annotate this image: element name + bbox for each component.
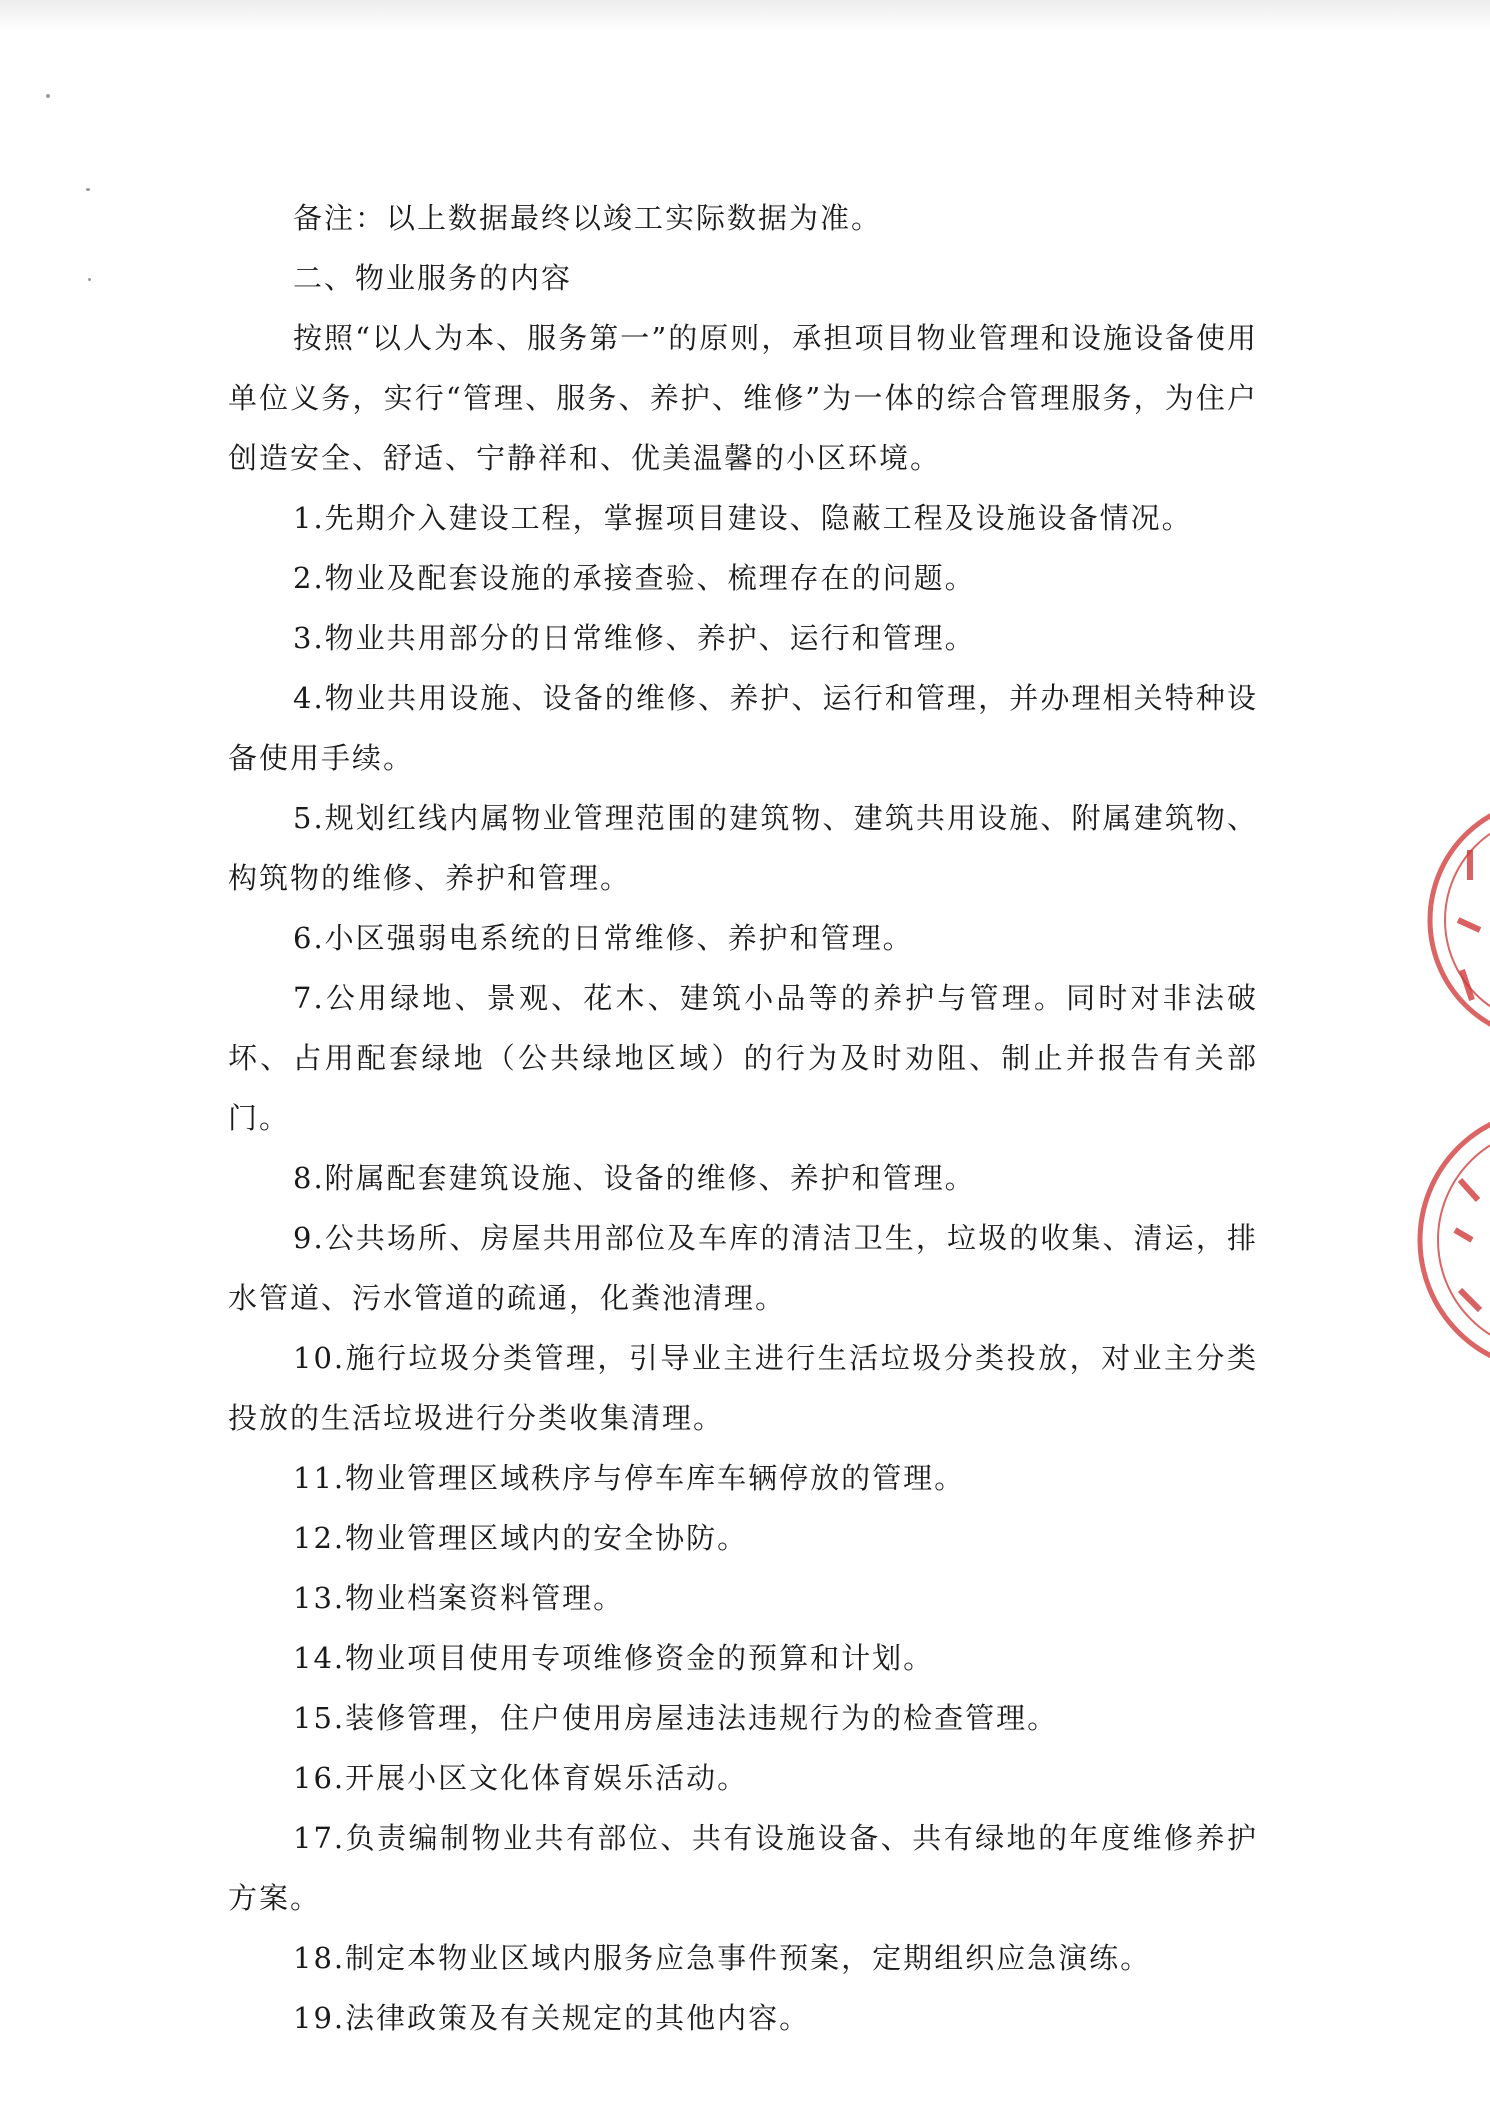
scan-speck <box>86 188 90 191</box>
seal-stamp-icon <box>1400 770 1490 1410</box>
list-item: 4.物业共用设施、设备的维修、养护、运行和管理，并办理相关特种设备使用手续。 <box>228 681 1258 775</box>
list-item: 8.附属配套建筑设施、设备的维修、养护和管理。 <box>293 1161 976 1195</box>
list-item: 2.物业及配套设施的承接查验、梳理存在的问题。 <box>293 561 976 595</box>
list-item: 13.物业档案资料管理。 <box>293 1581 625 1615</box>
list-item: 9.公共场所、房屋共用部位及车库的清洁卫生，垃圾的收集、清运，排水管道、污水管道的疏通，化粪池清理。 <box>228 1221 1258 1315</box>
list-item: 18.制定本物业区域内服务应急事件预案，定期组织应急演练。 <box>293 1941 1152 1975</box>
list-item: 11.物业管理区域秩序与停车库车辆停放的管理。 <box>293 1461 966 1495</box>
list-item: 14.物业项目使用专项维修资金的预算和计划。 <box>293 1641 935 1675</box>
document-body <box>228 188 1258 2048</box>
scan-speck <box>88 278 91 281</box>
list-item: 10.施行垃圾分类管理，引导业主进行生活垃圾分类投放，对业主分类投放的生活垃圾进行分类收集清理。 <box>228 1341 1258 1435</box>
list-item: 17.负责编制物业共有部位、共有设施设备、共有绿地的年度维修养护方案。 <box>228 1821 1258 1915</box>
list-item: 15.装修管理，住户使用房屋违法违规行为的检查管理。 <box>293 1701 1059 1735</box>
list-item: 16.开展小区文化体育娱乐活动。 <box>293 1761 749 1795</box>
intro-paragraph: 按照“以人为本、服务第一”的原则，承担项目物业管理和设施设备使用单位义务，实行“管理、服务、养护、维修”为一体的综合管理服务，为住户创造安全、舒适、宁静祥和、优美温馨的小区环境。 <box>228 321 1258 475</box>
list-item: 7.公用绿地、景观、花木、建筑小品等的养护与管理。同时对非法破坏、占用配套绿地（公共绿地区域）的行为及时劝阻、制止并报告有关部门。 <box>228 981 1258 1135</box>
scan-speck <box>46 94 50 98</box>
list-item: 3.物业共用部分的日常维修、养护、运行和管理。 <box>293 621 976 655</box>
list-item: 12.物业管理区域内的安全协防。 <box>293 1521 749 1555</box>
remark-line: 备注：以上数据最终以竣工实际数据为准。 <box>293 201 883 235</box>
section-heading: 二、物业服务的内容 <box>293 261 573 295</box>
list-item: 1.先期介入建设工程，掌握项目建设、隐蔽工程及设施设备情况。 <box>293 501 1193 535</box>
list-item: 5.规划红线内属物业管理范围的建筑物、建筑共用设施、附属建筑物、构筑物的维修、养护和管理。 <box>228 801 1258 895</box>
list-item: 19.法律政策及有关规定的其他内容。 <box>293 2001 811 2035</box>
scan-edge-shadow <box>0 0 1490 30</box>
list-item: 6.小区强弱电系统的日常维修、养护和管理。 <box>293 921 914 955</box>
